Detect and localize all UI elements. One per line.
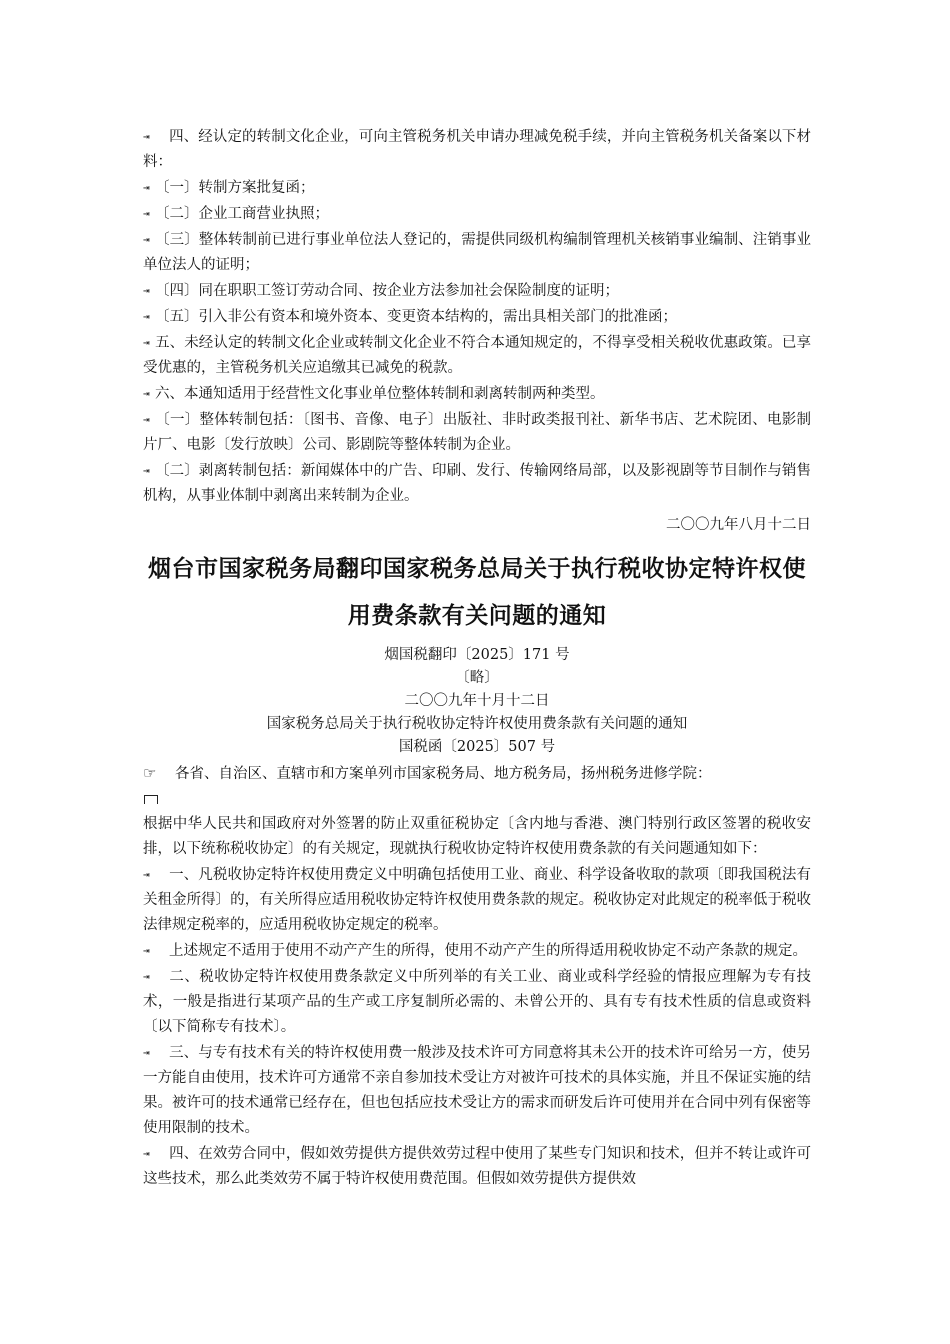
paragraph-sub-7: ⇥ 〔二〕剥离转制包括：新闻媒体中的广告、印刷、发行、传输网络局部，以及影视剧等节目制作与销售机构，从事业体制中剥离出来转制为企业。 bbox=[143, 458, 811, 509]
paragraph-mark-icon: ⇥ bbox=[143, 130, 150, 143]
paragraph-sub-4: ⇥ 〔四〕同在职职工签订劳动合同、按企业方法参加社会保险制度的证明； bbox=[143, 278, 811, 304]
notice-title bbox=[131, 546, 823, 640]
paragraph-mark-icon: ⇥ bbox=[143, 233, 150, 246]
paragraph-article-4: ⇥ 四、在效劳合同中，假如效劳提供方提供效劳过程中使用了某些专门知识和技术，但并不转让或许可这些技术，那么此类效劳不属于特许权使用费范围。但假如效劳提供方提供效 bbox=[143, 1141, 811, 1192]
paragraph-mark-icon: ⇥ bbox=[143, 387, 150, 400]
omitted-note: 〔略〕 bbox=[455, 670, 499, 686]
document-page bbox=[143, 124, 811, 1192]
paragraph-mark-icon: ⇥ bbox=[143, 944, 150, 957]
paragraph-item-6: ⇥ 六、本通知适用于经营性文化事业单位整体转制和剥离转制两种类型。 bbox=[143, 381, 811, 407]
notice-date: 二〇〇九年十月十二日 bbox=[404, 693, 550, 709]
notice-title-line-1: 烟台市国家税务局翻印国家税务总局关于执行税收协定特许权使 bbox=[148, 556, 806, 582]
paragraph-mark-icon: ⇥ bbox=[143, 1147, 150, 1160]
paragraph-intro: 根据中华人民共和国政府对外签署的防止双重征税协定〔含内地与香港、澳门特别行政区签署的税收安排，以下统称税收协定〕的有关规定，现就执行税收协定特许权使用费条款的有关问题通知如下： bbox=[143, 816, 811, 857]
paragraph-mark-icon: ⇥ bbox=[143, 181, 150, 194]
paragraph-mark-icon: ⇥ bbox=[143, 284, 150, 297]
paragraph-item-4: ⇥ 四、经认定的转制文化企业，可向主管税务机关申请办理减免税手续，并向主管税务机关备案以下材料： bbox=[143, 124, 811, 175]
subtitle: 国家税务总局关于执行税收协定特许权使用费条款有关问题的通知 bbox=[266, 716, 688, 732]
paragraph-item-5: ⇥ 五、未经认定的转制文化企业或转制文化企业不符合本通知规定的，不得享受相关税收优惠政策。已享受优惠的，主管税务机关应追缴其已减免的税款。 bbox=[143, 330, 811, 381]
paragraph-mark-icon: ⇥ bbox=[143, 970, 150, 983]
paragraph-sub-3: ⇥ 〔三〕整体转制前已进行事业单位法人登记的，需提供同级机构编制管理机关核销事业编制、注销事业单位法人的证明； bbox=[143, 227, 811, 278]
paragraph-article-2: ⇥ 二、税收协定特许权使用费条款定义中所列举的有关工业、商业或科学经验的情报应理解为专有技术，一般是指进行某项产品的生产或工序复制所必需的、未曾公开的、具有专有技术性质的信息或资料〔以下简称专有技术〕。 bbox=[143, 964, 811, 1040]
paragraph-mark-icon: ⇥ bbox=[143, 464, 150, 477]
pointing-hand-icon: ☞ bbox=[143, 764, 157, 782]
doc-number: 烟国税翻印〔2025〕171 号 bbox=[384, 647, 570, 663]
addressee-line: ☞ 各省、自治区、直辖市和方案单列市国家税务局、地方税务局，扬州税务进修学院： bbox=[143, 761, 811, 787]
paragraph-sub-5: ⇥ 〔五〕引入非公有资本和境外资本、变更资本结构的，需出具相关部门的批准函； bbox=[143, 304, 811, 330]
paragraph-sub-1: ⇥ 〔一〕转制方案批复函； bbox=[143, 175, 811, 201]
sub-doc-number: 国税函〔2025〕507 号 bbox=[398, 739, 556, 755]
previous-notice-date: 二〇〇九年八月十二日 bbox=[666, 517, 811, 533]
paragraph-article-3: ⇥ 三、与专有技术有关的特许权使用费一般涉及技术许可方同意将其未公开的技术许可给另一方，使另一方能自由使用，技术许可方通常不亲自参加技术受让方对被许可技术的具体实施，并且不保证实施的结果。被许可的技术通常已经存在，但也包括应技术受让方的需求而研发后许可使用并在合同中列有保密等使用限制的技术。 bbox=[143, 1040, 811, 1141]
document-icon bbox=[144, 795, 158, 804]
paragraph-sub-6: ⇥ 〔一〕整体转制包括：〔图书、音像、电子〕出版社、非时政类报刊社、新华书店、艺术院团、电影制片厂、电影〔发行放映〕公司、影剧院等整体转制为企业。 bbox=[143, 407, 811, 458]
paragraph-mark-icon: ⇥ bbox=[143, 336, 150, 349]
paragraph-mark-icon: ⇥ bbox=[143, 413, 150, 426]
paragraph-mark-icon: ⇥ bbox=[143, 310, 150, 323]
paragraph-article-1: ⇥ 一、凡税收协定特许权使用费定义中明确包括使用工业、商业、科学设备收取的款项〔即我国税法有关租金所得〕的，有关所得应适用税收协定特许权使用费条款的规定。税收协定对此规定的税率低于税收法律规定税率的，应适用税收协定规定的税率。 bbox=[143, 862, 811, 938]
paragraph-mark-icon: ⇥ bbox=[143, 1046, 150, 1059]
paragraph-mark-icon: ⇥ bbox=[143, 207, 150, 220]
paragraph-sub-2: ⇥ 〔二〕企业工商营业执照； bbox=[143, 201, 811, 227]
paragraph-mark-icon: ⇥ bbox=[143, 868, 150, 881]
paragraph-article-1-note: ⇥ 上述规定不适用于使用不动产产生的所得，使用不动产产生的所得适用税收协定不动产条款的规定。 bbox=[143, 938, 811, 964]
notice-title-line-2: 用费条款有关问题的通知 bbox=[347, 603, 607, 629]
